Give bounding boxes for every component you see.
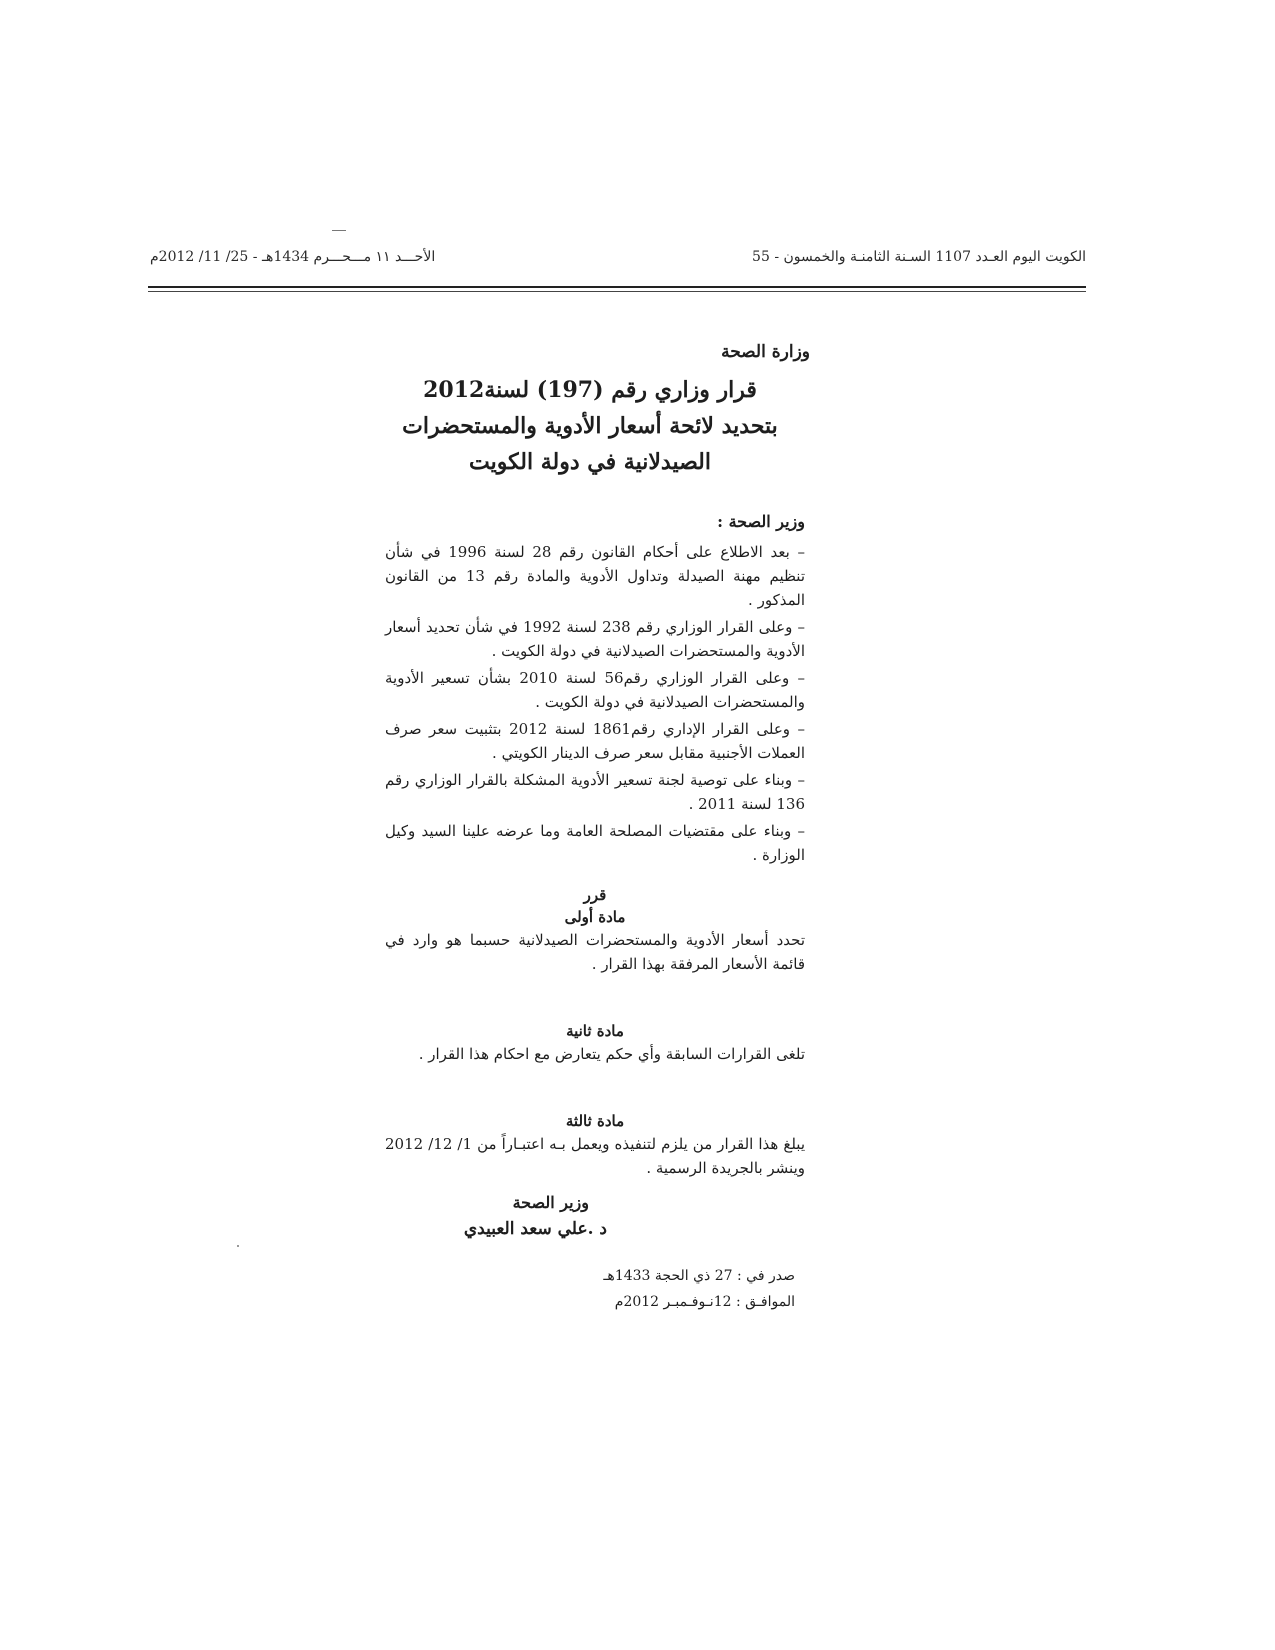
article-heading: مادة ثانية [566, 1022, 624, 1040]
header-rule-thin [148, 291, 1086, 292]
scan-speck [237, 1245, 239, 1247]
article-heading: مادة أولى [564, 908, 626, 926]
article-heading: مادة ثالثة [565, 1112, 625, 1130]
preamble-item: – وبناء على مقتضيات المصلحة العامة وما عرضه علينا السيد وكيل الوزارة . [385, 822, 805, 864]
issue-date-hijri: صدر في : 27 ذي الحجة 1433هـ [603, 1268, 795, 1284]
article-text: تحدد أسعار الأدوية والمستحضرات الصيدلانية حسبما هو وارد في قائمة الأسعار المرفقة بهذا القرار . [385, 931, 805, 973]
preamble-item: – بعد الاطلاع على أحكام القانون رقم 28 لسنة 1996 في شأن تنظيم مهنة الصيدلة وتداول الأدوية والمادة رقم 13 من القانون المذكور . [385, 543, 805, 609]
decree-title-line-2: بتحديد لائحة أسعار الأدوية والمستحضرات [402, 413, 778, 439]
header-issue-info: الكويت اليوم العـدد 1107 السـنة الثامنـة والخمسون - 55 [752, 249, 1086, 265]
header-rule [148, 286, 1086, 288]
article-text: يبلغ هذا القرار من يلزم لتنفيذه ويعمل بـه اعتبـاراً من 1/ 12/ 2012 وينشر بالجريدة الرسمية . [385, 1135, 806, 1177]
signatory-title: وزير الصحة [512, 1193, 589, 1212]
preamble-item: – وعلى القرار الوزاري رقم 238 لسنة 1992 في شأن تحديد أسعار الأدوية والمستحضرات الصيدلانية في دولة الكويت . [385, 618, 806, 660]
signatory-name: د .علي سعد العبيدي [463, 1219, 607, 1239]
header-date: الأحـــد ١١ مـــحـــرم 1434هـ - 25/ 11/ 2012م [150, 249, 436, 265]
issue-date-gregorian: الموافـق : 12نـوفـمبـر 2012م [614, 1294, 795, 1310]
article-text: تلغى القرارات السابقة وأي حكم يتعارض مع احكام هذا القرار . [418, 1045, 805, 1063]
decided-heading: قرر [583, 886, 607, 904]
issue-date-block [603, 1263, 795, 1315]
preamble-item: – وعلى القرار الإداري رقم1861 لسنة 2012 بتثبيت سعر صرف العملات الأجنبية مقابل سعر صرف الدينار الكويتي . [385, 720, 805, 762]
preamble-item: – وبناء على توصية لجنة تسعير الأدوية المشكلة بالقرار الوزاري رقم 136 لسنة 2011 . [385, 771, 805, 813]
preamble-heading: وزير الصحة : [717, 512, 805, 531]
decree-title [380, 372, 800, 480]
decree-body [385, 510, 805, 1180]
preamble-item: – وعلى القرار الوزاري رقم56 لسنة 2010 بشأن تسعير الأدوية والمستحضرات الصيدلانية في دولة الكويت . [385, 669, 805, 711]
scan-mark [332, 230, 346, 231]
decree-title-line-3: الصيدلانية في دولة الكويت [469, 449, 711, 475]
decree-title-line-1: قرار وزاري رقم (197) لسنة2012 [423, 377, 757, 403]
page-header [150, 249, 1086, 277]
ministry-name: وزارة الصحة [721, 342, 810, 362]
